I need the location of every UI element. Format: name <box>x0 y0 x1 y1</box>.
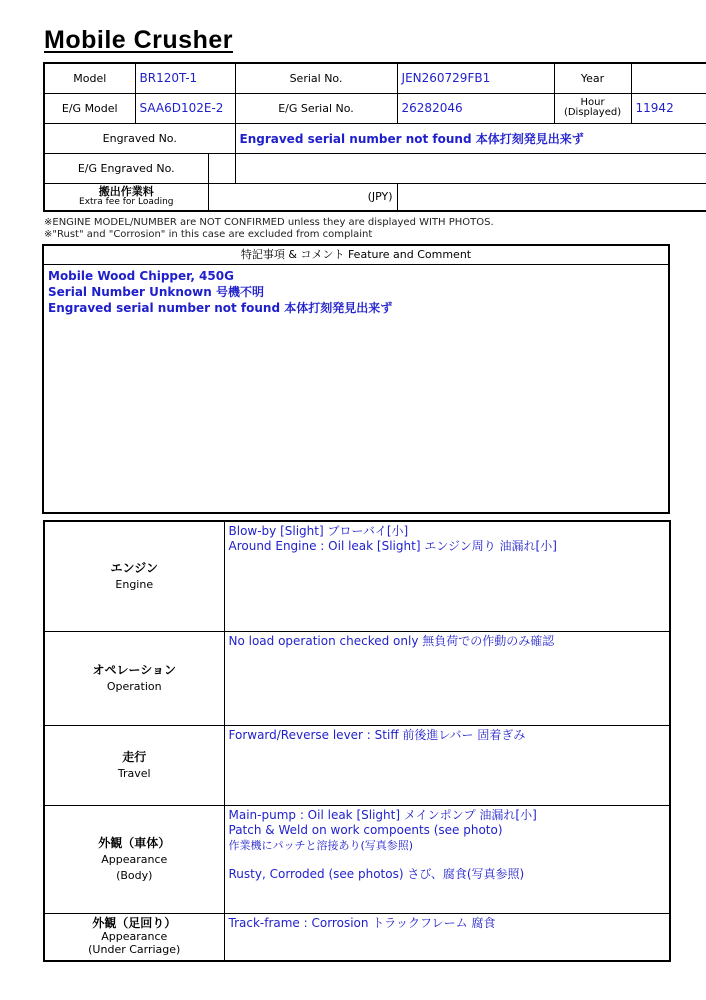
row-label-en: Appearance <box>101 852 168 866</box>
feature-line: Mobile Wood Chipper, 450G <box>48 269 234 283</box>
fee-label-jp: 搬出作業料 <box>98 184 154 198</box>
serial-label: Serial No. <box>235 63 397 93</box>
year-label: Year <box>554 63 631 93</box>
row-content-engine <box>224 521 670 631</box>
feature-comment-box <box>42 244 670 514</box>
feature-body <box>44 265 668 319</box>
hour-label <box>554 93 631 123</box>
row-line: Rusty, Corroded (see photos) さび、腐食(写真参照) <box>228 866 525 881</box>
eg-model-label: E/G Model <box>44 93 135 123</box>
row-line: No load operation checked only 無負荷での作動のみ確認 <box>228 633 555 648</box>
table-row <box>44 805 670 913</box>
row-spacer <box>229 853 666 867</box>
note-rust: ※"Rust" and "Corrosion" in this case are excluded from complaint <box>44 229 373 240</box>
row-label-en2: (Body) <box>116 868 153 882</box>
eg-engraved-label: E/G Engraved No. <box>44 153 208 183</box>
row-label-travel <box>44 725 224 805</box>
row-line: Main-pump : Oil leak [Slight] メインポンプ 油漏れ[小] <box>228 807 537 822</box>
eg-serial-label: E/G Serial No. <box>235 93 397 123</box>
row-content-operation <box>224 631 670 725</box>
fee-label-en: Extra fee for Loading <box>79 196 174 207</box>
row-label-jp: 走行 <box>122 749 147 764</box>
row-label-appearance-undercarriage <box>44 913 224 961</box>
feature-heading: 特記事項 & コメント Feature and Comment <box>44 246 668 265</box>
row-label-operation <box>44 631 224 725</box>
model-label: Model <box>44 63 135 93</box>
row-label-jp: オペレーション <box>92 662 177 677</box>
row-content-travel <box>224 725 670 805</box>
eg-serial-value: 26282046 <box>397 93 554 123</box>
row-line: Blow-by [Slight] ブローバイ[小] <box>228 524 409 538</box>
row-label-jp: 外観（足回り） <box>92 916 177 931</box>
hour-value: 11942 <box>631 93 706 123</box>
table-row <box>44 725 670 805</box>
row-label-en: Engine <box>115 577 154 591</box>
hour-label-sub: (Displayed) <box>563 107 622 118</box>
row-line: Patch & Weld on work compoents (see photo) <box>228 822 503 837</box>
table-row <box>44 913 670 961</box>
machine-info-table <box>43 62 706 212</box>
fee-value <box>397 183 706 211</box>
row-line: 作業機にパッチと溶接あり(写真参照) <box>228 838 414 852</box>
hour-label-main: Hour <box>580 97 605 108</box>
table-row <box>44 631 670 725</box>
engraved-label: Engraved No. <box>44 123 235 153</box>
row-label-jp: 外観（車体） <box>98 835 171 850</box>
table-row <box>44 521 670 631</box>
feature-line: Engraved serial number not found 本体打刻発見出来ず <box>48 301 393 315</box>
row-content-appearance-body <box>224 805 670 913</box>
row-line: Track-frame : Corrosion トラックフレーム 腐食 <box>228 915 496 930</box>
row-line: Around Engine : Oil leak [Slight] エンジン周り 油漏れ[小] <box>228 539 557 553</box>
eg-model-value: SAA6D102E-2 <box>135 93 235 123</box>
row-line: Forward/Reverse lever : Stiff 前後進レバー 固着ぎみ <box>228 727 526 742</box>
row-label-en: Appearance <box>101 930 168 944</box>
eg-engraved-value <box>235 153 706 183</box>
row-label-en: Operation <box>106 679 162 693</box>
row-label-jp: エンジン <box>110 560 158 575</box>
note-engine: ※ENGINE MODEL/NUMBER are NOT CONFIRMED unless they are displayed WITH PHOTOS. <box>44 217 494 228</box>
fee-currency: (JPY) <box>208 183 397 211</box>
feature-line: Serial Number Unknown 号機不明 <box>48 285 264 299</box>
eg-engraved-spacer <box>208 153 235 183</box>
row-content-appearance-undercarriage <box>224 913 670 961</box>
engraved-value: Engraved serial number not found 本体打刻発見出来ず <box>235 123 706 153</box>
page-title: Mobile Crusher <box>44 26 233 54</box>
row-label-en: Travel <box>117 766 151 780</box>
notes <box>44 217 494 241</box>
year-value <box>631 63 706 93</box>
row-label-en2: (Under Carriage) <box>88 943 181 957</box>
model-value: BR120T-1 <box>135 63 235 93</box>
row-label-appearance-body <box>44 805 224 913</box>
row-label-engine <box>44 521 224 631</box>
fee-label <box>44 183 208 211</box>
serial-value: JEN260729FB1 <box>397 63 554 93</box>
inspection-table <box>43 520 671 962</box>
